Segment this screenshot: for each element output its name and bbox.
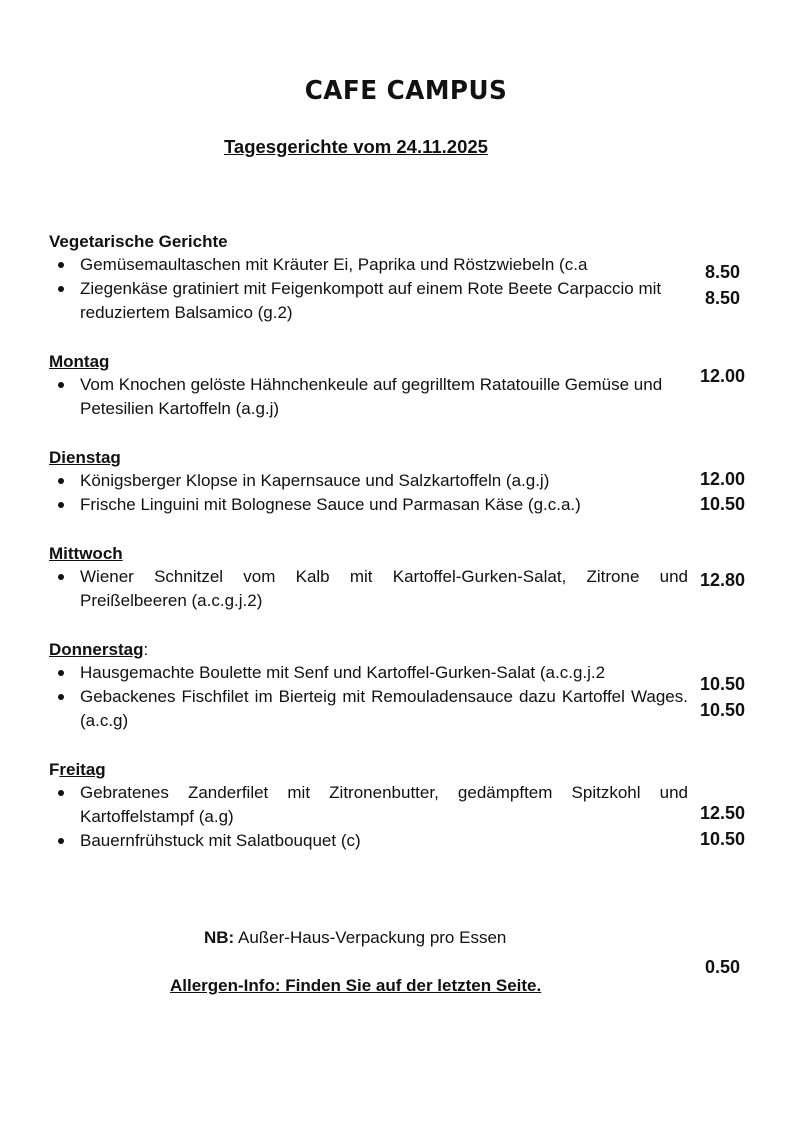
dish-item: Frische Linguini mit Bolognese Sauce und Parmasan Käse (g.c.a.) [49,493,688,517]
section-heading: Mittwoch [49,544,123,563]
price: 8.50 [704,262,740,282]
dish-item: Gemüsemaultaschen mit Kräuter Ei, Paprika und Röstzwiebeln (c.a [49,253,688,277]
dish-list [49,373,749,421]
section-heading: Freitag [49,760,106,779]
section-thursday [49,639,749,733]
dish-item: Gebackenes Fischfilet im Bierteig mit Remouladensauce dazu Kartoffel Wages. (a.c.g) [49,685,688,733]
dish-item: Hausgemachte Boulette mit Senf und Kartoffel-Gurken-Salat (a.c.g.j.2 [49,661,688,685]
menu-title: CAFE CAMPUS [304,76,508,106]
allergen-info: Allergen-Info: Finden Sie auf der letzten Seite. [170,976,542,995]
dish-item: Wiener Schnitzel vom Kalb mit Kartoffel-Gurken-Salat, Zitrone und Preißelbeeren (a.c.g.j.2) [49,565,688,613]
section-heading: Dienstag [49,448,121,467]
section-heading: Donnerstag: [49,640,149,659]
dish-list [49,253,749,325]
price: 12.00 [699,366,745,386]
packaging-note: NB: Außer-Haus-Verpackung pro Essen [204,928,507,947]
section-wednesday [49,543,749,613]
dish-item: Gebratenes Zanderfilet mit Zitronenbutter, gedämpftem Spitzkohl und Kartoffelstampf (a.g) [49,781,688,829]
price: 12.50 [699,803,745,823]
price: 10.50 [699,829,745,849]
price: 12.80 [699,570,745,590]
packaging-price: 0.50 [704,957,740,977]
section-monday [49,351,749,421]
dish-list [49,781,749,853]
dish-list [49,469,749,517]
price: 10.50 [699,674,745,694]
section-heading: Vegetarische Gerichte [49,232,228,251]
dish-item: Königsberger Klopse in Kapernsauce und Salzkartoffeln (a.g.j) [49,469,688,493]
section-tuesday [49,447,749,517]
dish-list [49,565,749,613]
dish-list [49,661,749,733]
price: 10.50 [699,494,745,514]
price: 12.00 [699,469,745,489]
price: 10.50 [699,700,745,720]
section-vegetarian [49,231,749,325]
menu-date-heading: Tagesgerichte vom 24.11.2025 [224,136,488,157]
section-heading: Montag [49,352,110,371]
section-friday [49,759,749,853]
dish-item: Vom Knochen gelöste Hähnchenkeule auf gegrilltem Ratatouille Gemüse und Petesilien Kartoffeln (a.g.j) [49,373,688,421]
dish-item: Bauernfrühstuck mit Salatbouquet (c) [49,829,688,853]
price: 8.50 [704,288,740,308]
dish-item: Ziegenkäse gratiniert mit Feigenkompott auf einem Rote Beete Carpaccio mit reduziertem Balsamico (g.2) [49,277,688,325]
